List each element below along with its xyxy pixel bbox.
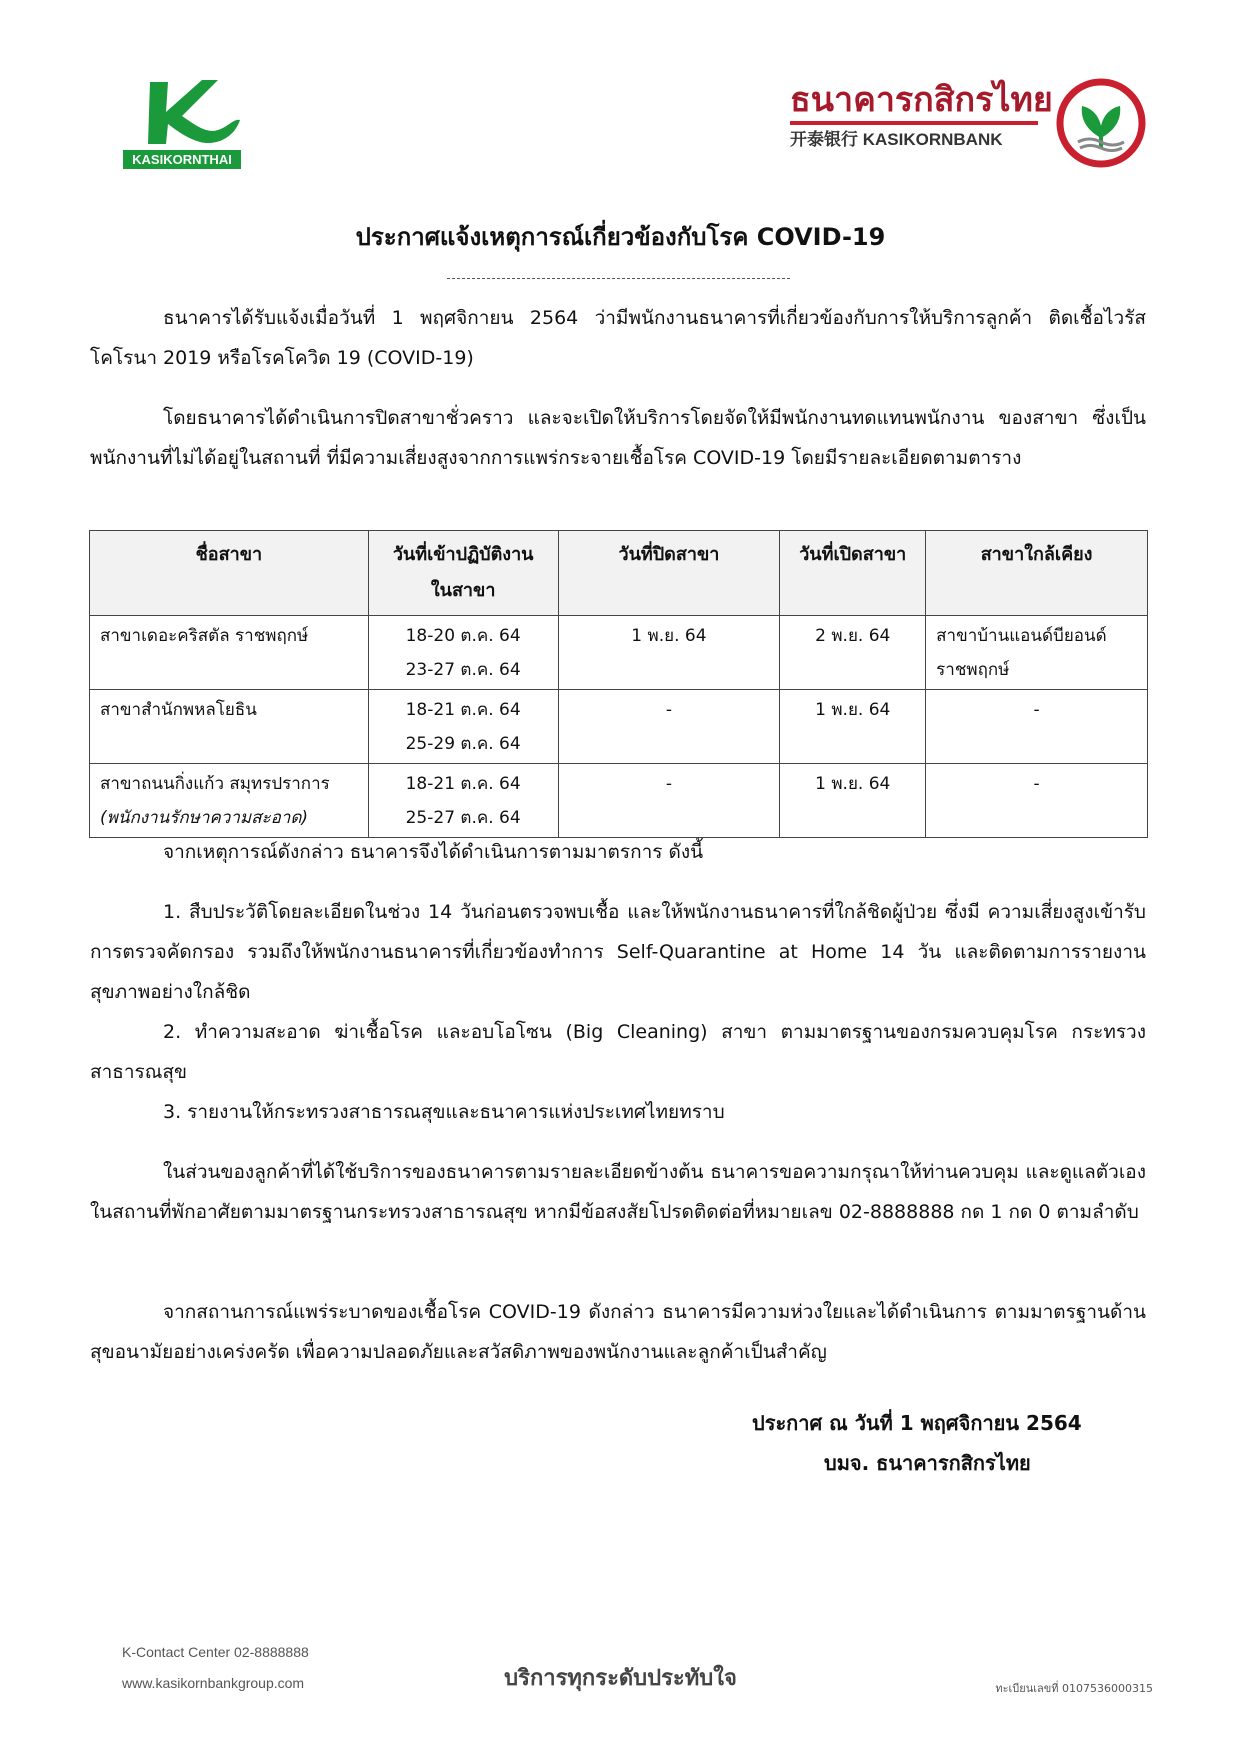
nearby-branch-line1: สาขาบ้านแอนด์บียอนด์	[936, 626, 1107, 646]
paragraph-measures-intro: จากเหตุการณ์ดังกล่าว ธนาคารจึงได้ดำเนินการตามมาตรการ ดังนี้	[163, 841, 704, 863]
signatory: บมจ. ธนาคารกสิกรไทย	[824, 1451, 1031, 1475]
work-dates-2: 23-27 ต.ค. 64	[405, 660, 521, 680]
work-dates-1: 18-21 ต.ค. 64	[405, 774, 521, 794]
page-title: ประกาศแจ้งเหตุการณ์เกี่ยวข้องกับโรค COVID-19	[355, 223, 886, 251]
cell-branch	[90, 616, 369, 690]
cell-closed-date: -	[558, 764, 780, 838]
kasikornthai-logo	[120, 74, 244, 170]
work-dates-1: 18-20 ต.ค. 64	[405, 626, 521, 646]
footer-contact: K-Contact Center 02-8888888	[122, 1644, 309, 1660]
cell-nearby-branch	[926, 616, 1148, 690]
branch-name: สาขาสำนักพหลโยธิน	[100, 700, 257, 720]
cell-nearby-branch: -	[926, 764, 1148, 838]
header-closed-date: วันที่ปิดสาขา	[558, 531, 780, 616]
header-branch: ชื่อสาขา	[90, 531, 369, 616]
work-dates-1: 18-21 ต.ค. 64	[405, 700, 521, 720]
paragraph-concern: จากสถานการณ์แพร่ระบาดของเชื้อโรค COVID-19 ดังกล่าว ธนาคารมีความห่วงใยและได้ดำเนินการ ตามมาตรฐานด้านสุขอนามัยอย่างเคร่งครัด เพื่อความปลอดภัยและสวัสดิภาพของพนักงานและลูกค้าเป็นสำคัญ	[90, 1301, 1146, 1363]
cell-reopen-date: 1 พ.ย. 64	[780, 764, 926, 838]
table-header-row	[90, 531, 1148, 616]
work-dates-2: 25-29 ต.ค. 64	[405, 734, 521, 754]
branch-name: สาขาเดอะคริสตัล ราชพฤกษ์	[100, 626, 309, 646]
cell-branch	[90, 764, 369, 838]
header-work-dates-line2: ในสาขา	[430, 580, 496, 601]
paragraph-announcement: ธนาคารได้รับแจ้งเมื่อวันที่ 1 พฤศจิกายน 2564 ว่ามีพนักงานธนาคารที่เกี่ยวข้องกับการให้บริการลูกค้า ติดเชื้อไวรัสโคโรนา 2019 หรือโรคโควิด 19 (COVID-19)	[90, 307, 1146, 369]
cell-closed-date: 1 พ.ย. 64	[558, 616, 780, 690]
logo-red-rule	[790, 121, 1038, 125]
cell-reopen-date: 2 พ.ย. 64	[780, 616, 926, 690]
measure-item-1: 1. สืบประวัติโดยละเอียดในช่วง 14 วันก่อนตรวจพบเชื้อ และให้พนักงานธนาคารที่ใกล้ชิดผู้ป่วย ซึ่งมี ความเสี่ยงสูงเข้ารับการตรวจคัดกรอง รวมถึงให้พนักงานธนาคารที่เกี่ยวข้องทำการ Self-Quarantine at Home 14 วัน และติดตามการรายงานสุขภาพอย่างใกล้ชิด	[90, 901, 1146, 1003]
work-dates-2: 25-27 ต.ค. 64	[405, 808, 521, 828]
cell-closed-date: -	[558, 690, 780, 764]
bank-name-english: 开泰银行 KASIKORNBANK	[790, 130, 1003, 149]
table-row	[90, 764, 1148, 838]
paragraph-closure: โดยธนาคารได้ดำเนินการปิดสาขาชั่วคราว และจะเปิดให้บริการโดยจัดให้มีพนักงานทดแทนพนักงาน ของสาขา ซึ่งเป็นพนักงานที่ไม่ได้อยู่ในสถานที่ ที่มีความเสี่ยงสูงจากการแพร่กระจายเชื้อโรค COVID-19 โดยมีรายละเอียดตามตาราง	[90, 407, 1146, 469]
cell-work-dates	[368, 764, 558, 838]
cell-reopen-date: 1 พ.ย. 64	[780, 690, 926, 764]
footer-registration-number: ทะเบียนเลขที่ 0107536000315	[995, 1682, 1153, 1695]
branch-note: (พนักงานรักษาความสะอาด)	[100, 808, 309, 828]
nearby-branch-line2: ราชพฤกษ์	[936, 660, 1010, 680]
table-row	[90, 690, 1148, 764]
bank-name-thai: ธนาคารกสิกรไทย	[790, 80, 1053, 120]
branch-table	[89, 530, 1148, 838]
header-reopen-date: วันที่เปิดสาขา	[780, 531, 926, 616]
measure-item-2: 2. ทำความสะอาด ฆ่าเชื้อโรค และอบโอโซน (Big Cleaning) สาขา ตามมาตรฐานของกรมควบคุมโรค กระทรวงสาธารณสุข	[90, 1021, 1146, 1083]
header-work-dates	[368, 531, 558, 616]
kbank-emblem-icon	[1056, 78, 1146, 168]
announcement-date: ประกาศ ณ วันที่ 1 พฤศจิกายน 2564	[752, 1411, 1082, 1435]
table-row	[90, 616, 1148, 690]
header-nearby-branch: สาขาใกล้เคียง	[926, 531, 1148, 616]
cell-work-dates	[368, 616, 558, 690]
header-work-dates-line1: วันที่เข้าปฏิบัติงาน	[392, 544, 534, 565]
paragraph-customer-advice: ในส่วนของลูกค้าที่ได้ใช้บริการของธนาคารตามรายละเอียดข้างต้น ธนาคารขอความกรุณาให้ท่านควบคุม และดูแลตัวเอง ในสถานที่พักอาศัยตามมาตรฐานกระทรวงสาธารณสุข หากมีข้อสงสัยโปรดติดต่อที่หมายเลข 02-8888888 กด 1 กด 0 ตามลำดับ	[90, 1161, 1146, 1223]
cell-nearby-branch: -	[926, 690, 1148, 764]
kasikornthai-label: KASIKORNTHAI	[132, 152, 232, 167]
title-underline	[447, 278, 790, 280]
cell-branch	[90, 690, 369, 764]
branch-name: สาขาถนนกิ่งแก้ว สมุทรปราการ	[100, 774, 330, 794]
footer-website-link[interactable]: www.kasikornbankgroup.com	[122, 1675, 305, 1691]
measure-item-3: 3. รายงานให้กระทรวงสาธารณสุขและธนาคารแห่งประเทศไทยทราบ	[163, 1101, 725, 1123]
footer-slogan: บริการทุกระดับประทับใจ	[504, 1666, 737, 1691]
cell-work-dates	[368, 690, 558, 764]
